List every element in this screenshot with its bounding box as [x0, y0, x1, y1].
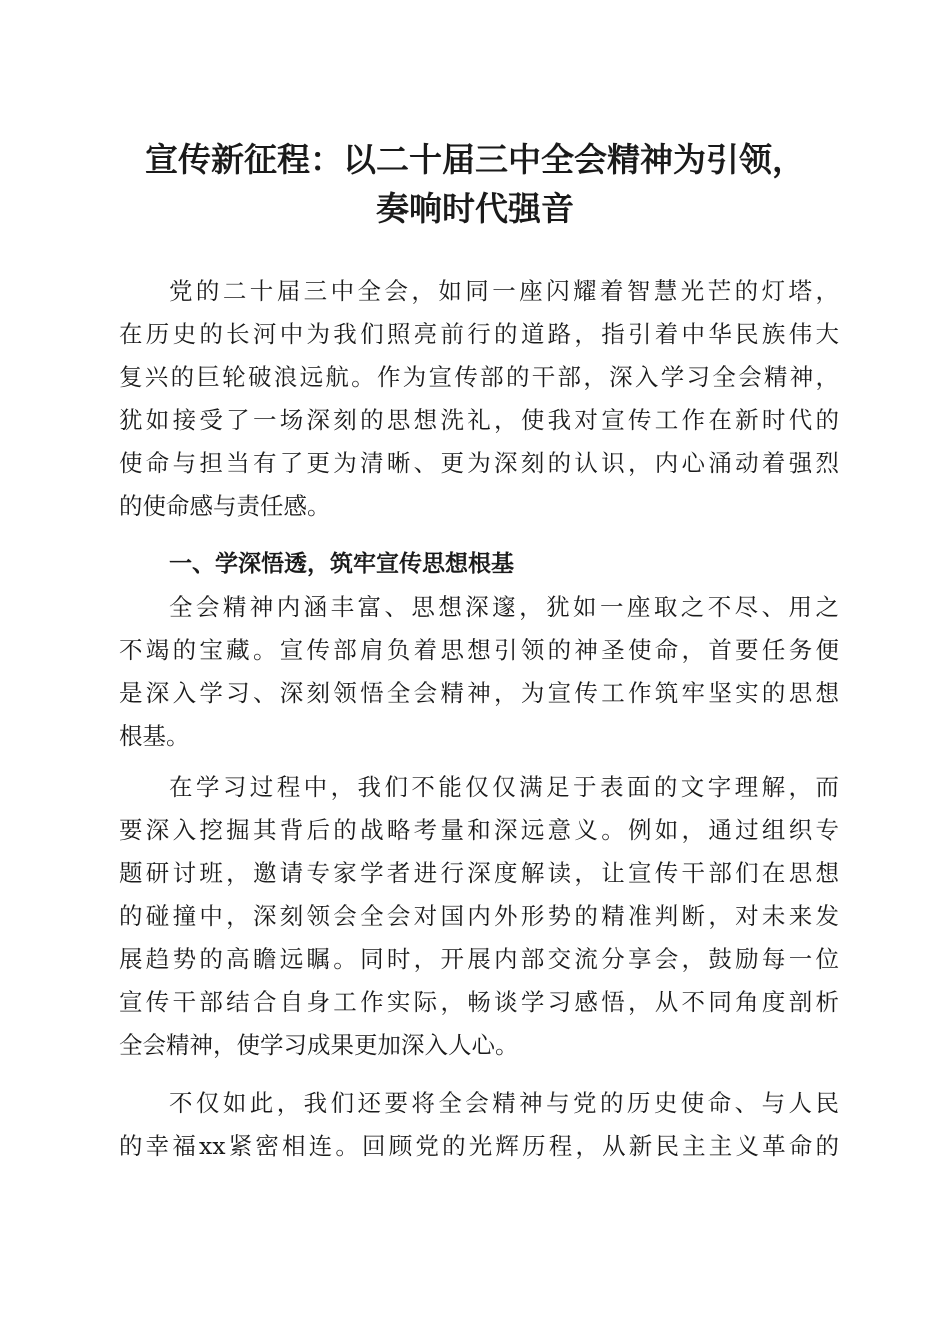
paragraph-line: 复兴的巨轮破浪远航。作为宣传部的干部，深入学习全会精神， [119, 363, 839, 391]
paragraph-line: 不竭的宝藏。宣传部肩负着思想引领的神圣使命，首要任务便 [119, 636, 839, 664]
paragraph-line: 的使命感与责任感。 [119, 492, 331, 520]
paragraph-line: 要深入挖掘其背后的战略考量和深远意义。例如，通过组织专 [119, 816, 839, 844]
paragraph-line: 的幸福xx紧密相连。回顾党的光辉历程，从新民主主义革命的 [119, 1132, 839, 1160]
paragraph-line: 犹如接受了一场深刻的思想洗礼，使我对宣传工作在新时代的 [119, 406, 839, 434]
paragraph-line: 宣传干部结合自身工作实际，畅谈学习感悟，从不同角度剖析 [119, 988, 839, 1016]
paragraph-line: 不仅如此，我们还要将全会精神与党的历史使命、与人民 [169, 1089, 839, 1117]
paragraph-line: 在历史的长河中为我们照亮前行的道路，指引着中华民族伟大 [119, 320, 839, 348]
paragraph-line: 的碰撞中，深刻领会全会对国内外形势的精准判断，对未来发 [119, 902, 839, 930]
paragraph-line: 根基。 [119, 722, 190, 750]
paragraph-line: 全会精神内涵丰富、思想深邃，犹如一座取之不尽、用之 [169, 593, 839, 621]
paragraph-2 [119, 586, 839, 758]
document-title-line-2: 奏响时代强音 [376, 189, 574, 228]
paragraph-1 [119, 270, 839, 528]
paragraph-line: 是深入学习、深刻领悟全会精神，为宣传工作筑牢坚实的思想 [119, 679, 839, 707]
paragraph-line: 党的二十届三中全会，如同一座闪耀着智慧光芒的灯塔， [169, 277, 839, 305]
document-title-line-1: 宣传新征程：以二十届三中全会精神为引领， [145, 140, 805, 179]
paragraph-line: 使命与担当有了更为清晰、更为深刻的认识，内心涌动着强烈 [119, 449, 839, 477]
paragraph-line: 题研讨班，邀请专家学者进行深度解读，让宣传干部们在思想 [119, 859, 839, 887]
paragraph-line: 全会精神，使学习成果更加深入人心。 [119, 1031, 519, 1059]
section-heading-1: 一、学深悟透，筑牢宣传思想根基 [169, 551, 514, 577]
paragraph-4 [119, 1082, 839, 1168]
paragraph-3 [119, 766, 839, 1067]
paragraph-line: 在学习过程中，我们不能仅仅满足于表面的文字理解，而 [169, 773, 839, 801]
paragraph-line: 展趋势的高瞻远瞩。同时，开展内部交流分享会，鼓励每一位 [119, 945, 839, 973]
